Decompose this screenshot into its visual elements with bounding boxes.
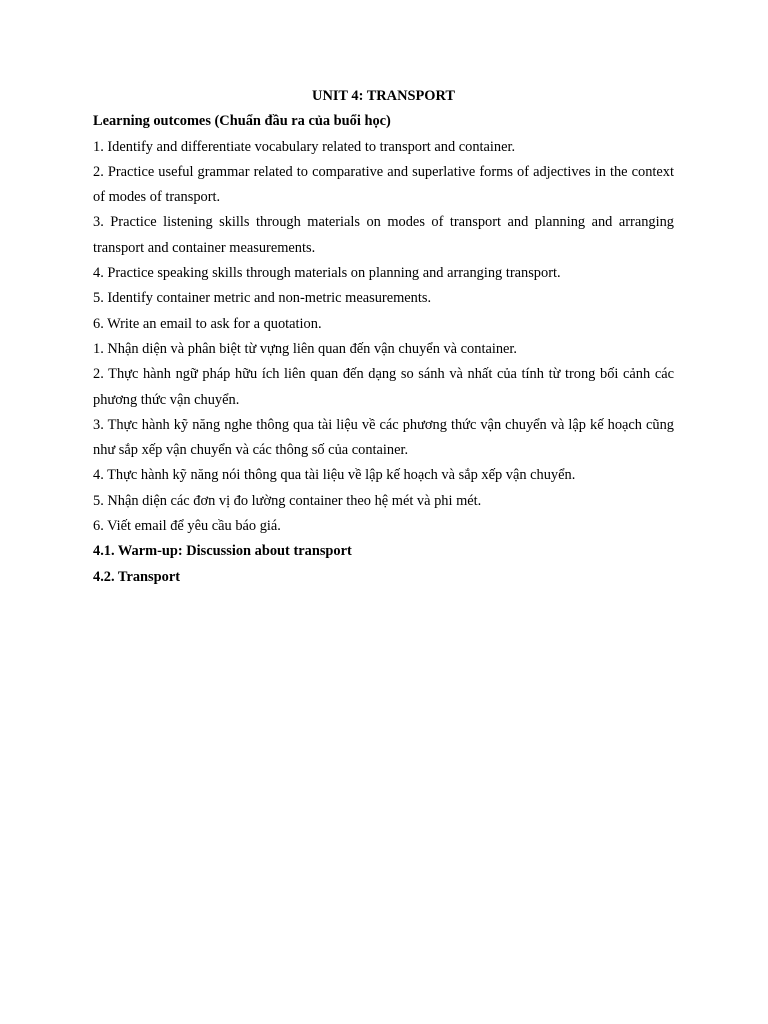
- outcome-en-5: 5. Identify container metric and non-metric measurements.: [93, 290, 432, 307]
- outcome-en-1: 1. Identify and differentiate vocabulary related to transport and container.: [93, 138, 516, 155]
- outcome-vi-3: 3. Thực hành kỹ năng nghe thông qua tài liệu về các phương thức vận chuyển và lập kế hoạch cũng như sắp xếp vận chuyển và các thông số của container.: [93, 416, 674, 459]
- document-page: [93, 84, 674, 590]
- outcome-en-2: 2. Practice useful grammar related to comparative and superlative forms of adjectives in the context of modes of transport.: [93, 163, 674, 206]
- document-title: UNIT 4: TRANSPORT: [312, 88, 455, 104]
- outcome-vi-2: 2. Thực hành ngữ pháp hữu ích liên quan đến dạng so sánh và nhất của tính từ trong bối cảnh các phương thức vận chuyển.: [93, 366, 674, 408]
- outcome-en-6: 6. Write an email to ask for a quotation.: [93, 315, 322, 332]
- outcome-en-3: 3. Practice listening skills through materials on modes of transport and planning and arranging transport and container measurements.: [93, 214, 674, 256]
- outcome-vi-1: 1. Nhận diện và phân biệt từ vựng liên quan đến vận chuyển và container.: [93, 340, 518, 357]
- outcome-vi-4: 4. Thực hành kỹ năng nói thông qua tài liệu về lập kế hoạch và sắp xếp vận chuyển.: [93, 467, 576, 484]
- outcome-vi-5: 5. Nhận diện các đơn vị đo lường container theo hệ mét và phi mét.: [93, 492, 482, 509]
- learning-outcomes-heading: Learning outcomes (Chuẩn đầu ra của buổi học): [93, 113, 391, 130]
- outcome-vi-6: 6. Viết email để yêu cầu báo giá.: [93, 518, 281, 535]
- outcome-en-4: 4. Practice speaking skills through materials on planning and arranging transport.: [93, 265, 561, 282]
- section-heading-warm-up: 4.1. Warm-up: Discussion about transport: [93, 543, 352, 560]
- section-heading-transport: 4.2. Transport: [93, 568, 181, 585]
